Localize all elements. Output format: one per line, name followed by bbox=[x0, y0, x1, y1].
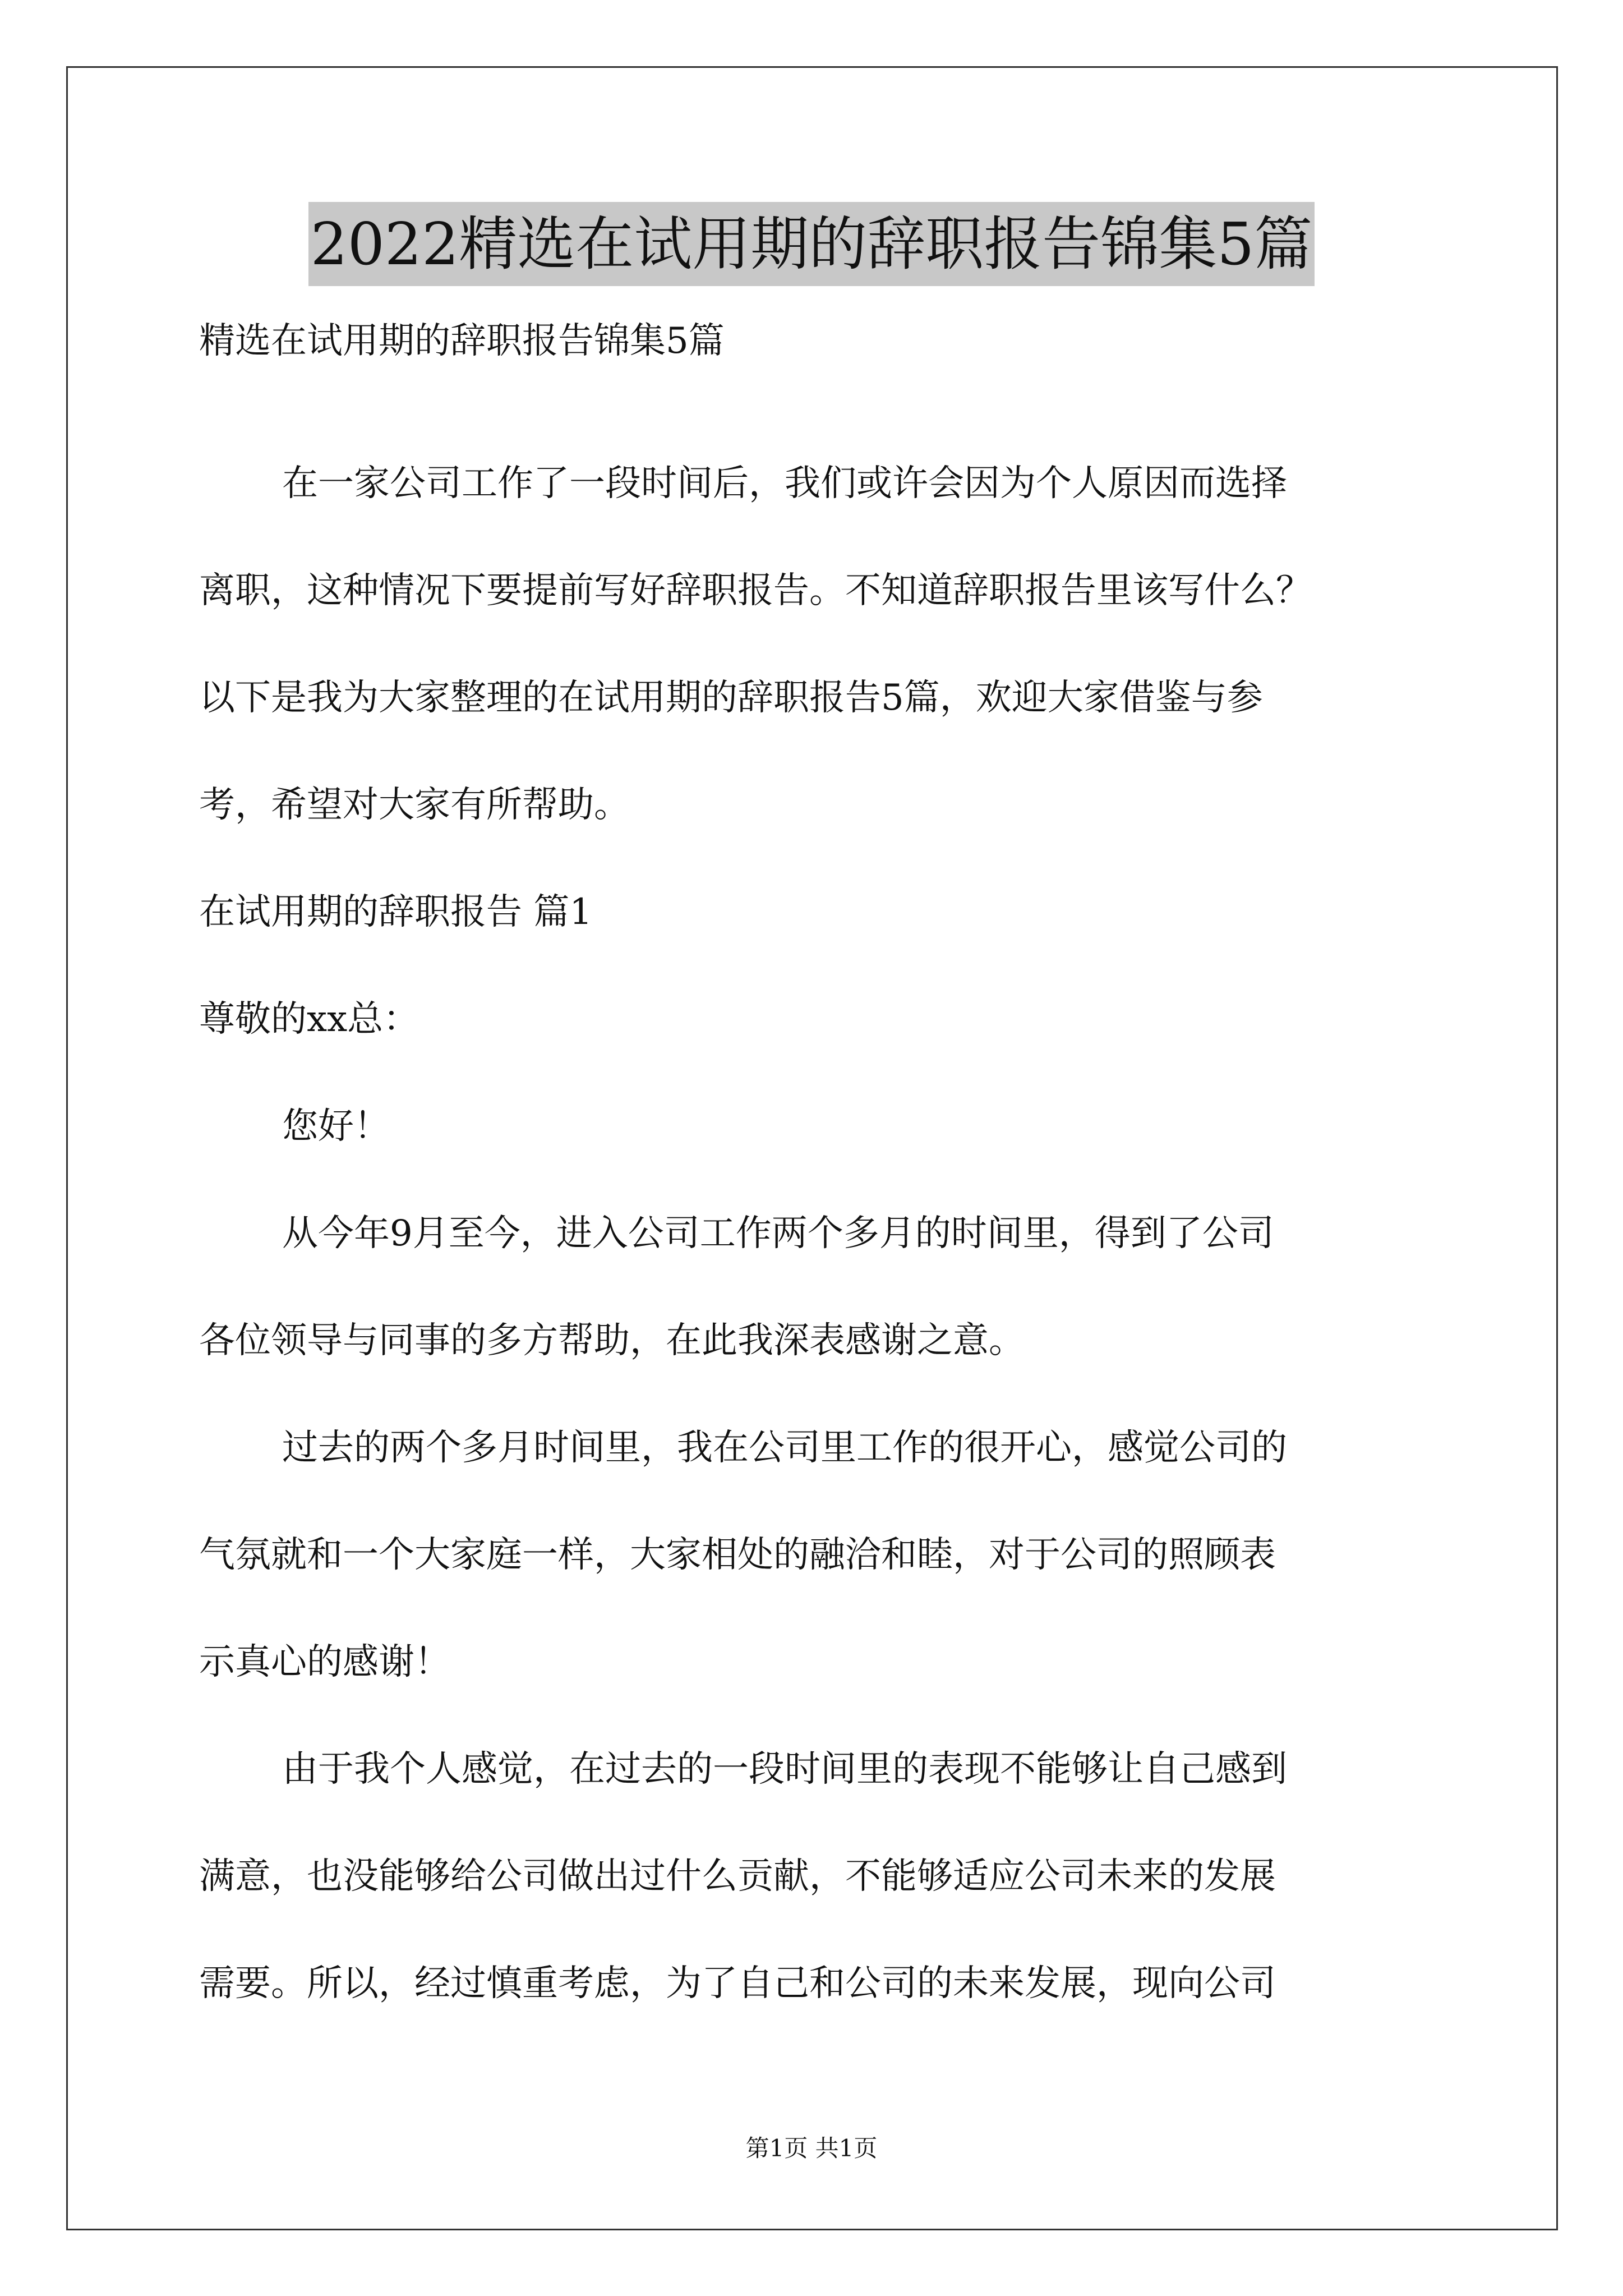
salutation: 尊敬的xx总： bbox=[199, 999, 419, 1040]
section-heading: 在试用期的辞职报告 篇1 bbox=[199, 891, 593, 933]
subtitle-line: 精选在试用期的辞职报告锦集5篇 bbox=[199, 320, 725, 362]
greeting: 您好！ bbox=[282, 1106, 390, 1147]
body-paragraph-line: 需要。所以，经过慎重考虑，为了自己和公司的未来发展，现向公司 bbox=[199, 1963, 1276, 2004]
body-paragraph-line: 气氛就和一个大家庭一样，大家相处的融洽和睦，对于公司的照顾表 bbox=[199, 1534, 1276, 1576]
body-paragraph-line: 示真心的感谢！ bbox=[199, 1641, 450, 1683]
intro-paragraph-line: 在一家公司工作了一段时间后，我们或许会因为个人原因而选择 bbox=[282, 463, 1287, 504]
body-paragraph-line: 过去的两个多月时间里，我在公司里工作的很开心，感觉公司的 bbox=[282, 1427, 1287, 1469]
document-title: 2022精选在试用期的辞职报告锦集5篇 bbox=[308, 202, 1315, 286]
body-paragraph-line: 各位领导与同事的多方帮助，在此我深表感谢之意。 bbox=[199, 1320, 1025, 1361]
page-number-footer: 第1页 共1页 bbox=[745, 2134, 878, 2162]
body-paragraph-line: 从今年9月至今，进入公司工作两个多月的时间里，得到了公司 bbox=[282, 1213, 1274, 1254]
body-paragraph-line: 由于我个人感觉，在过去的一段时间里的表现不能够让自己感到 bbox=[282, 1749, 1287, 1790]
body-paragraph-line: 满意，也没能够给公司做出过什么贡献，不能够适应公司未来的发展 bbox=[199, 1856, 1276, 1897]
intro-paragraph-line: 以下是我为大家整理的在试用期的辞职报告5篇，欢迎大家借鉴与参 bbox=[199, 677, 1263, 719]
title-container bbox=[0, 202, 1623, 286]
intro-paragraph-line: 离职，这种情况下要提前写好辞职报告。不知道辞职报告里该写什么？ bbox=[199, 570, 1312, 611]
intro-paragraph-line: 考，希望对大家有所帮助。 bbox=[199, 784, 630, 826]
